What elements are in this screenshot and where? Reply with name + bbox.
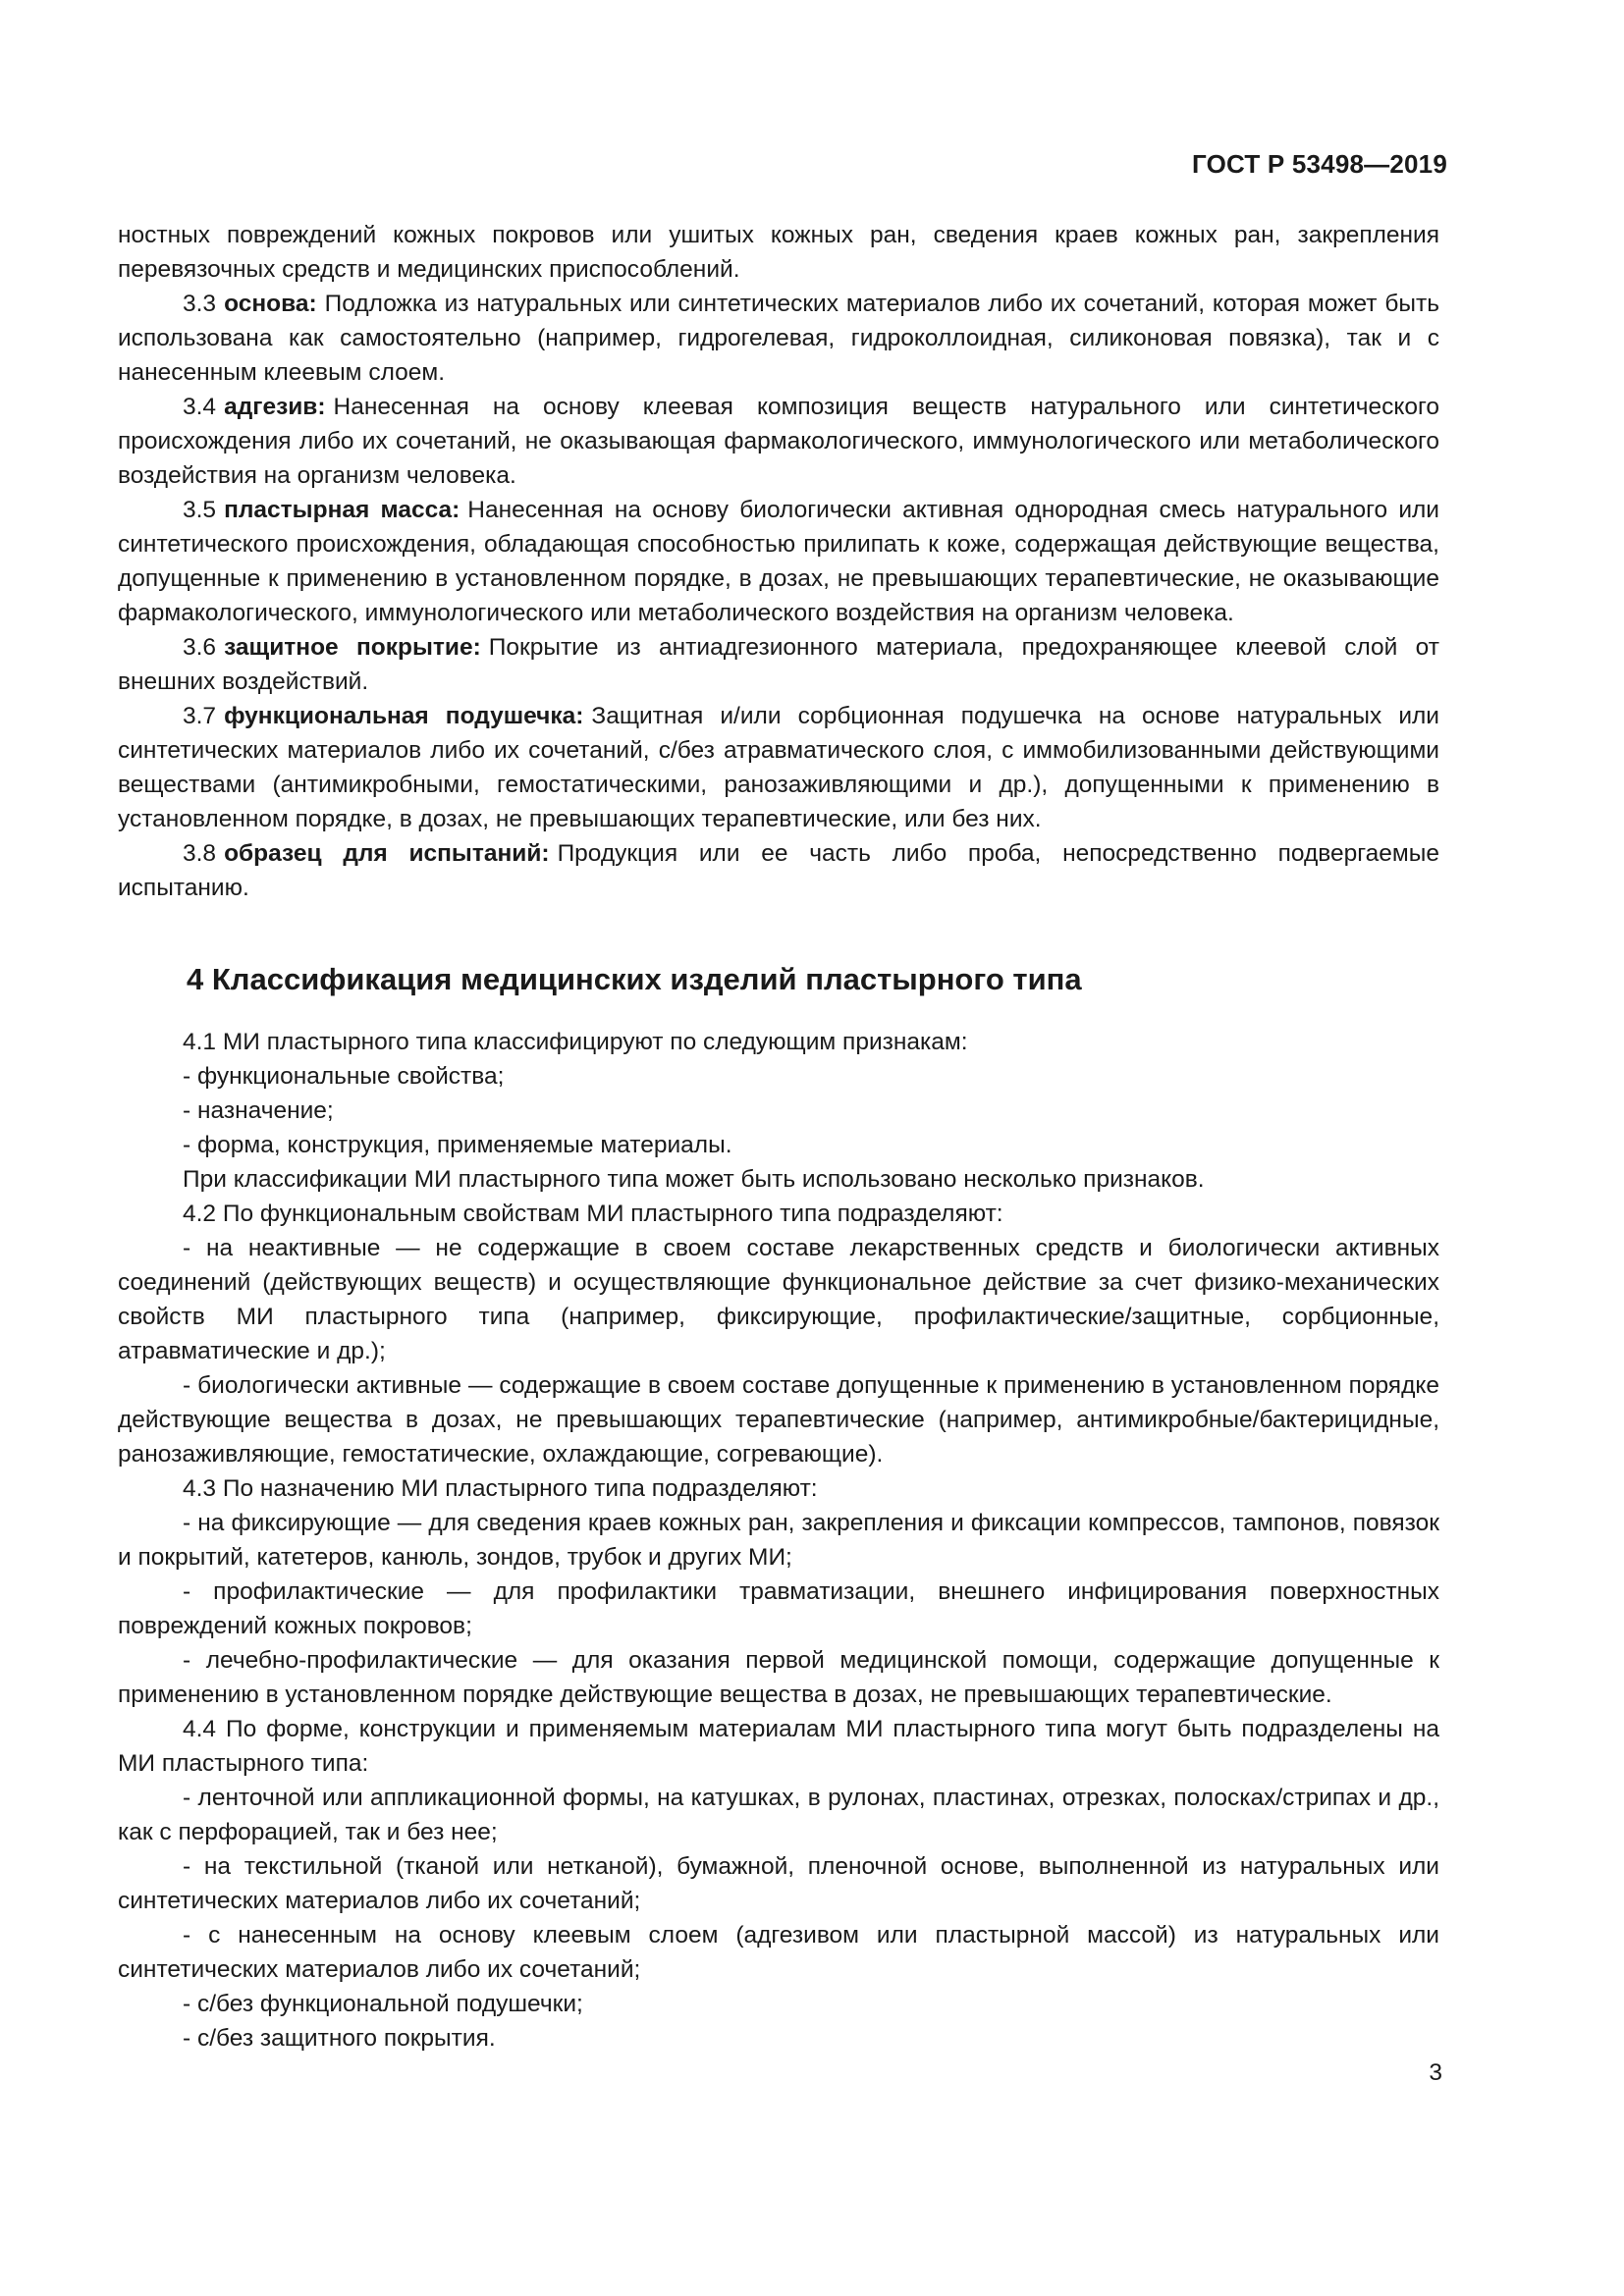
term: защитное покрытие: — [224, 634, 481, 661]
definition-3-7 — [118, 699, 1439, 836]
term: пластырная масса: — [224, 497, 460, 523]
term: адгезив: — [224, 394, 326, 420]
list-item: - назначение; — [183, 1097, 334, 1124]
definition-text: Нанесенная на основу клеевая композиция веществ натурального или синтетического происхождения либо их сочетаний, не оказывающая фармакологического, иммунологического или метаболического воздействия на организм человека. — [118, 394, 1439, 489]
clause-number: 3.4 — [183, 394, 217, 420]
clause-number: 3.5 — [183, 497, 217, 523]
list-item: - с/без защитного покрытия. — [183, 2025, 496, 2052]
document-body — [118, 218, 1439, 2056]
paragraph: При классификации МИ пластырного типа может быть использовано несколько признаков. — [183, 1166, 1205, 1193]
term: образец для испытаний: — [224, 840, 550, 867]
list-item: - на текстильной (тканой или нетканой), бумажной, пленочной основе, выполненной из натуральных или синтетических материалов либо их сочетаний; — [118, 1853, 1439, 1914]
definition-3-5 — [118, 493, 1439, 630]
definition-3-4 — [118, 390, 1439, 493]
list-item: - функциональные свойства; — [183, 1063, 505, 1090]
definition-text: Покрытие из антиадгезионного материала, предохраняющее клеевой слой от внешних воздействий. — [118, 634, 1439, 695]
list-item: - лечебно-профилактические — для оказания первой медицинской помощи, содержащие допущенные к применению в установленном порядке действующие вещества в дозах, не превышающих терапевтические. — [118, 1647, 1439, 1708]
section-heading: 4 Классификация медицинских изделий пластырного типа — [187, 962, 1082, 996]
paragraph: 4.3 По назначению МИ пластырного типа подразделяют: — [183, 1475, 818, 1502]
list-item: - профилактические — для профилактики травматизации, внешнего инфицирования поверхностных повреждений кожных покровов; — [118, 1578, 1439, 1639]
definition-text: Подложка из натуральных или синтетических материалов либо их сочетаний, которая может быть использована как самостоятельно (например, гидрогелевая, гидроколлоидная, силиконовая повязка), так и с нанесенным клеевым слоем. — [118, 291, 1439, 386]
list-item: - на неактивные — не содержащие в своем составе лекарственных средств и биологически активных соединений (действующих веществ) и осуществляющие функциональное действие за счет физико-механических свойств МИ пластырного типа (например, фиксирующие, профилактические/защитные, сорбционные, атравматические и др.); — [118, 1235, 1439, 1364]
term: функциональная подушечка: — [224, 703, 584, 729]
paragraph: 4.1 МИ пластырного типа классифицируют по следующим признакам: — [183, 1029, 968, 1055]
list-item: - форма, конструкция, применяемые материалы. — [183, 1132, 732, 1158]
list-item: - на фиксирующие — для сведения краев кожных ран, закрепления и фиксации компрессов, тампонов, повязок и покрытий, катетеров, канюль, зондов, трубок и других МИ; — [118, 1510, 1439, 1571]
definition-3-8 — [118, 836, 1439, 905]
clause-number: 3.7 — [183, 703, 217, 729]
paragraph: 4.4 По форме, конструкции и применяемым материалам МИ пластырного типа могут быть подразделены на МИ пластырного типа: — [118, 1716, 1439, 1777]
document-header: ГОСТ Р 53498—2019 — [1192, 149, 1447, 179]
list-item: - с/без функциональной подушечки; — [183, 1991, 583, 2017]
clause-number: 3.6 — [183, 634, 217, 661]
definition-3-6 — [118, 630, 1439, 699]
term: основа: — [224, 291, 317, 317]
list-item: - с нанесенным на основу клеевым слоем (адгезивом или пластырной массой) из натуральных или синтетических материалов либо их сочетаний; — [118, 1922, 1439, 1983]
list-item: - биологически активные — содержащие в своем составе допущенные к применению в установленном порядке действующие вещества в дозах, не превышающих терапевтические (например, антимикробные/бактерицидные, ранозаживляющие, гемостатические, охлаждающие, согревающие). — [118, 1372, 1439, 1468]
definition-3-3 — [118, 287, 1439, 390]
clause-number: 3.3 — [183, 291, 217, 317]
paragraph: 4.2 По функциональным свойствам МИ пластырного типа подразделяют: — [183, 1201, 1003, 1227]
clause-number: 3.8 — [183, 840, 217, 867]
list-item: - ленточной или аппликационной формы, на катушках, в рулонах, пластинах, отрезках, полосках/стрипах и др., как с перфорацией, так и без нее; — [118, 1785, 1439, 1845]
definition-text: Нанесенная на основу биологически активная однородная смесь натурального или синтетического происхождения, обладающая способностью прилипать к коже, содержащая действующие вещества, допущенные к применению в установленном порядке, в дозах, не превышающих терапевтические, не оказывающие фармакологического, иммунологического или метаболического воздействия на организм человека. — [118, 497, 1439, 626]
section-4-body — [118, 1025, 1439, 2056]
page-number: 3 — [1429, 2059, 1442, 2086]
definition-text: Защитная и/или сорбционная подушечка на основе натуральных или синтетических материалов либо их сочетаний, с/без атравматического слоя, с иммобилизованными действующими веществами (антимикробными, гемостатическими, ранозаживляющими и др.), допущенными к применению в установленном порядке, в дозах, не превышающих терапевтические, или без них. — [118, 703, 1439, 832]
intro-paragraph: ностных повреждений кожных покровов или ушитых кожных ран, сведения краев кожных ран, закрепления перевязочных средств и медицинских приспособлений. — [118, 222, 1439, 283]
definition-text: Продукция или ее часть либо проба, непосредственно подвергаемые испытанию. — [118, 840, 1439, 901]
